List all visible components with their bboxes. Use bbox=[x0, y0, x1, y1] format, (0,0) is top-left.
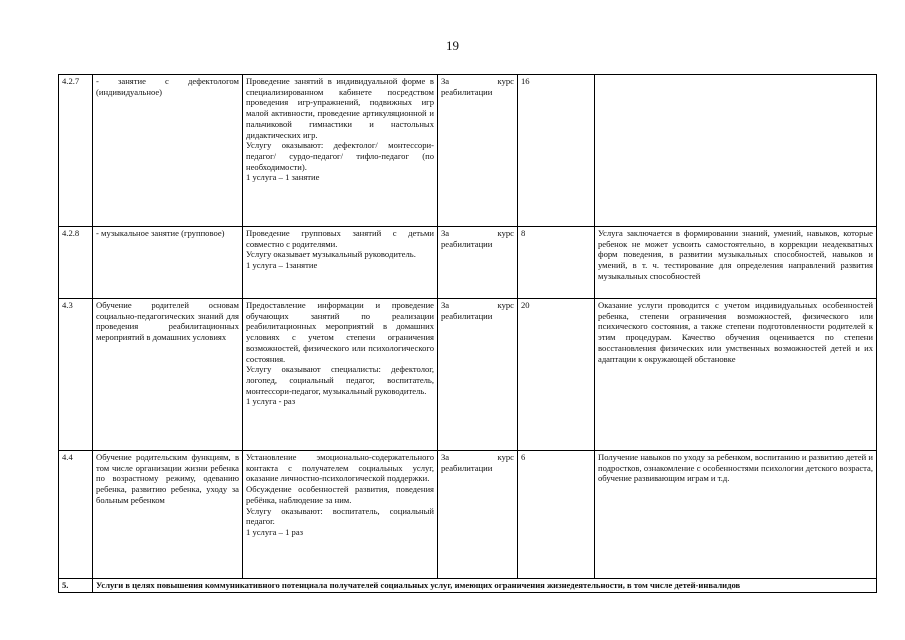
row-number: 4.2.8 bbox=[59, 227, 93, 299]
description-paragraph: Услугу оказывает музыкальный руководитель. bbox=[246, 249, 416, 260]
description-paragraph: Услугу оказывают: воспитатель, социальный педагог. bbox=[246, 505, 434, 527]
service-result: Оказание услуги проводится с учетом индивидуальных особенностей ребенка, степени ограничения возможностей, физического или психического состояния, а также степени подготовленности родителей к этим процедурам. Качество обучения оценивается по степени восстановления физических или умственных возможностей детей и их адаптации к окружающей обстановке bbox=[595, 299, 877, 451]
service-result: Услуга заключается в формировании знаний, умений, навыков, которые ребенок не может усвоить самостоятельно, в коррекции неадекватных форм поведения, в развитии музыкальных способностей, навыков и умений, в т. ч. тестирование для определения направлений развития музыкальных способностей bbox=[595, 227, 877, 299]
service-count: 20 bbox=[518, 299, 595, 451]
service-term: За курс реабилитации bbox=[438, 299, 518, 451]
service-name: - занятие с дефектологом (индивидуальное) bbox=[93, 75, 243, 227]
description-paragraph: 1 услуга – 1занятие bbox=[246, 260, 318, 271]
description-paragraph: 1 услуга – 1 раз bbox=[246, 526, 304, 537]
service-name: - музыкальное занятие (групповое) bbox=[93, 227, 243, 299]
service-term: За курс реабилитации bbox=[438, 75, 518, 227]
service-description bbox=[243, 227, 438, 299]
table-row bbox=[59, 451, 877, 579]
service-description bbox=[243, 75, 438, 227]
service-term: За курс реабилитации bbox=[438, 227, 518, 299]
service-term: За курс реабилитации bbox=[438, 451, 518, 579]
description-paragraph: 1 услуга – 1 занятие bbox=[246, 172, 320, 183]
section-row bbox=[59, 579, 877, 593]
service-name: Обучение родителей основам социально-педагогических знаний для проведения реабилитационных мероприятий в домашних условиях bbox=[93, 299, 243, 451]
table-row bbox=[59, 227, 877, 299]
section-title: Услуги в целях повышения коммуникативного потенциала получателей социальных услуг, имеющих ограничения жизнедеятельности, в том числе детей-инвалидов bbox=[93, 579, 877, 593]
description-paragraph: Услугу оказывают специалисты: дефектолог, логопед, социальный педагог, воспитатель, монтессори-педагог, музыкальный руководитель. bbox=[246, 364, 434, 396]
page-number: 19 bbox=[446, 38, 459, 53]
description-paragraph: Услугу оказывают: дефектолог/ монтессори-педагог/ сурдо-педагог/ тифло-педагог (по необходимости). bbox=[246, 140, 434, 172]
service-name: Обучение родительским функциям, в том числе организации жизни ребенка по возрастному режиму, одеванию ребенка, развитию ребенка, уходу за больным ребенком bbox=[93, 451, 243, 579]
section-number: 5. bbox=[59, 579, 93, 593]
row-number: 4.3 bbox=[59, 299, 93, 451]
service-count: 8 bbox=[518, 227, 595, 299]
service-description bbox=[243, 299, 438, 451]
service-count: 6 bbox=[518, 451, 595, 579]
description-paragraph: Установление эмоционально-содержательного контакта с получателем социальных услуг, оказание личностно-психологической поддержки. bbox=[246, 452, 434, 484]
row-number: 4.4 bbox=[59, 451, 93, 579]
table-row bbox=[59, 299, 877, 451]
service-result bbox=[595, 75, 877, 227]
description-paragraph: Обсуждение особенностей развития, поведения ребёнка, наблюдение за ним. bbox=[246, 484, 434, 505]
description-paragraph: 1 услуга - раз bbox=[246, 396, 296, 407]
row-number: 4.2.7 bbox=[59, 75, 93, 227]
services-table bbox=[58, 74, 877, 593]
description-paragraph: Проведение групповых занятий с детьми совместно с родителями. bbox=[246, 228, 434, 249]
description-paragraph: Проведение занятий в индивидуальной форме в специализированном кабинете посредством проведения игр-упражнений, подвижных игр малой активности, проведение артикуляционной и пальчиковой гимнастики и настольных дидактических игр. bbox=[246, 76, 434, 140]
service-description bbox=[243, 451, 438, 579]
description-paragraph: Предоставление информации и проведение обучающих занятий по реализации реабилитационных мероприятий в домашних условиях с учетом степени ограничения возможностей, физического или психологического состояния. bbox=[246, 300, 434, 364]
service-result: Получение навыков по уходу за ребенком, воспитанию и развитию детей и подростков, ознакомление с особенностями психологии детского возраста, обучение развивающим играм и т.д. bbox=[595, 451, 877, 579]
table-row bbox=[59, 75, 877, 227]
service-count: 16 bbox=[518, 75, 595, 227]
